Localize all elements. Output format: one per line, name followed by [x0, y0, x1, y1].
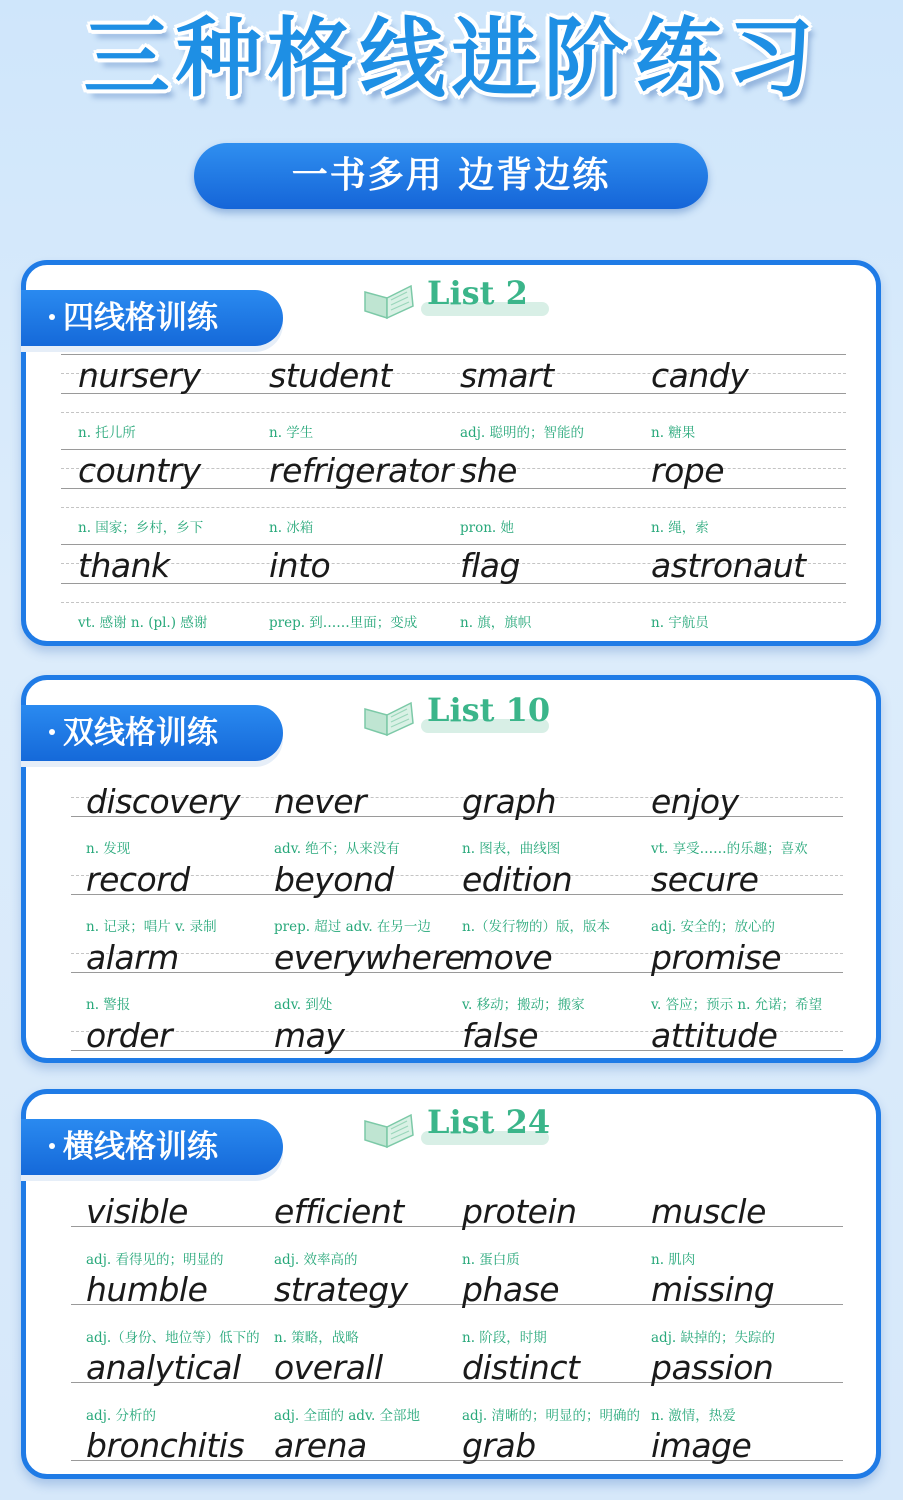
vocab-word: flag — [460, 546, 520, 585]
word-definition: n. 蛋白质 — [462, 1252, 520, 1268]
vocab-word: student — [269, 356, 392, 395]
vocab-word: rope — [651, 451, 725, 490]
vocab-word: enjoy — [651, 782, 739, 821]
word-definition: n. 绳，索 — [651, 520, 709, 536]
word-definition: n. 国家；乡村，乡下 — [78, 520, 204, 536]
vocab-word: attitude — [651, 1016, 778, 1055]
word-definition: n. 激情，热爱 — [651, 1408, 736, 1424]
vocab-word: smart — [460, 356, 554, 395]
open-book-icon — [361, 1109, 417, 1149]
vocab-word: overall — [274, 1348, 383, 1387]
vocab-word: may — [274, 1016, 345, 1055]
list-label: List 24 — [427, 1103, 551, 1141]
vocab-word: alarm — [86, 938, 179, 977]
vocab-word: refrigerator — [269, 451, 453, 490]
ruling-line — [61, 412, 846, 413]
vocab-word: false — [462, 1016, 539, 1055]
word-definition: v. 移动；搬动；搬家 — [462, 997, 585, 1013]
word-definition: adj.（身份、地位等）低下的 — [86, 1330, 260, 1346]
word-definition: n. 阶段，时期 — [462, 1330, 547, 1346]
vocab-word: efficient — [274, 1192, 404, 1231]
word-definition: n. 学生 — [269, 425, 314, 441]
ruling-line — [61, 449, 846, 450]
vocab-word: grab — [462, 1426, 536, 1465]
vocab-word: country — [78, 451, 201, 490]
vocab-word: into — [269, 546, 331, 585]
section-horizontal-line — [21, 1089, 881, 1479]
word-definition: n. 图表，曲线图 — [462, 841, 561, 857]
word-definition: adj. 效率高的 — [274, 1252, 358, 1268]
vocab-word: humble — [86, 1270, 208, 1309]
section-two-line — [21, 675, 881, 1063]
vocab-word: move — [462, 938, 553, 977]
vocab-word: discovery — [86, 782, 241, 821]
vocab-word: order — [86, 1016, 173, 1055]
word-definition: n. 托儿所 — [78, 425, 136, 441]
word-definition: adj. 安全的；放心的 — [651, 919, 775, 935]
vocab-word: she — [460, 451, 517, 490]
vocab-word: beyond — [274, 860, 394, 899]
section-four-line — [21, 260, 881, 646]
word-definition: n. 发现 — [86, 841, 131, 857]
ruling-line — [61, 602, 846, 603]
vocab-word: secure — [651, 860, 759, 899]
word-definition: prep. 超过 adv. 在另一边 — [274, 919, 431, 935]
vocab-word: everywhere — [274, 938, 465, 977]
word-definition: n. 旗，旗帜 — [460, 615, 532, 631]
open-book-icon — [361, 280, 417, 320]
vocab-word: passion — [651, 1348, 774, 1387]
vocab-word: edition — [462, 860, 573, 899]
vocab-word: image — [651, 1426, 752, 1465]
vocab-word: graph — [462, 782, 557, 821]
word-definition: n. 冰箱 — [269, 520, 314, 536]
word-definition: n. 警报 — [86, 997, 131, 1013]
vocab-word: arena — [274, 1426, 367, 1465]
word-definition: adj. 分析的 — [86, 1408, 156, 1424]
vocab-word: promise — [651, 938, 782, 977]
word-definition: adj. 全面的 adv. 全部地 — [274, 1408, 421, 1424]
ruling-line — [61, 507, 846, 508]
word-definition: adv. 到处 — [274, 997, 333, 1013]
list-label: List 2 — [427, 274, 528, 312]
vocab-word: visible — [86, 1192, 188, 1231]
vocab-word: phase — [462, 1270, 560, 1309]
word-definition: vt. 感谢 n. (pl.) 感谢 — [78, 615, 208, 631]
word-definition: n. 策略，战略 — [274, 1330, 359, 1346]
section-tag — [21, 1119, 283, 1175]
word-definition: adj. 看得见的；明显的 — [86, 1252, 224, 1268]
vocab-word: nursery — [78, 356, 201, 395]
vocab-word: analytical — [86, 1348, 241, 1387]
vocab-word: bronchitis — [86, 1426, 245, 1465]
subtitle-banner: 一书多用 边背边练 — [194, 143, 708, 209]
section-tag — [21, 705, 283, 761]
vocab-word: protein — [462, 1192, 577, 1231]
page-title: 三种格线进阶练习 — [83, 9, 820, 109]
vocab-word: missing — [651, 1270, 775, 1309]
word-definition: n. 宇航员 — [651, 615, 709, 631]
word-definition: adj. 清晰的；明显的；明确的 — [462, 1408, 640, 1424]
section-tag — [21, 290, 283, 346]
word-definition: n. 记录；唱片 v. 录制 — [86, 919, 217, 935]
section-tag-label: 双线格训练 — [63, 715, 218, 751]
vocab-word: strategy — [274, 1270, 408, 1309]
ruling-line — [61, 354, 846, 355]
word-definition: n. 糖果 — [651, 425, 696, 441]
vocab-word: record — [86, 860, 190, 899]
word-definition: v. 答应；预示 n. 允诺；希望 — [651, 997, 823, 1013]
open-book-icon — [361, 697, 417, 737]
word-definition: adj. 聪明的；智能的 — [460, 425, 584, 441]
vocab-word: never — [274, 782, 367, 821]
vocab-word: distinct — [462, 1348, 580, 1387]
vocab-word: thank — [78, 546, 170, 585]
word-definition: n.（发行物的）版，版本 — [462, 919, 610, 935]
section-tag-label: 横线格训练 — [63, 1129, 218, 1165]
vocab-word: candy — [651, 356, 749, 395]
vocab-word: astronaut — [651, 546, 806, 585]
list-label: List 10 — [427, 691, 551, 729]
section-tag-label: 四线格训练 — [63, 300, 218, 336]
word-definition: vt. 享受……的乐趣；喜欢 — [651, 841, 808, 857]
vocab-word: muscle — [651, 1192, 766, 1231]
word-definition: pron. 她 — [460, 520, 514, 536]
word-definition: adv. 绝不；从来没有 — [274, 841, 400, 857]
ruling-line — [61, 544, 846, 545]
word-definition: n. 肌肉 — [651, 1252, 696, 1268]
word-definition: adj. 缺掉的；失踪的 — [651, 1330, 775, 1346]
word-definition: prep. 到……里面；变成 — [269, 615, 418, 631]
